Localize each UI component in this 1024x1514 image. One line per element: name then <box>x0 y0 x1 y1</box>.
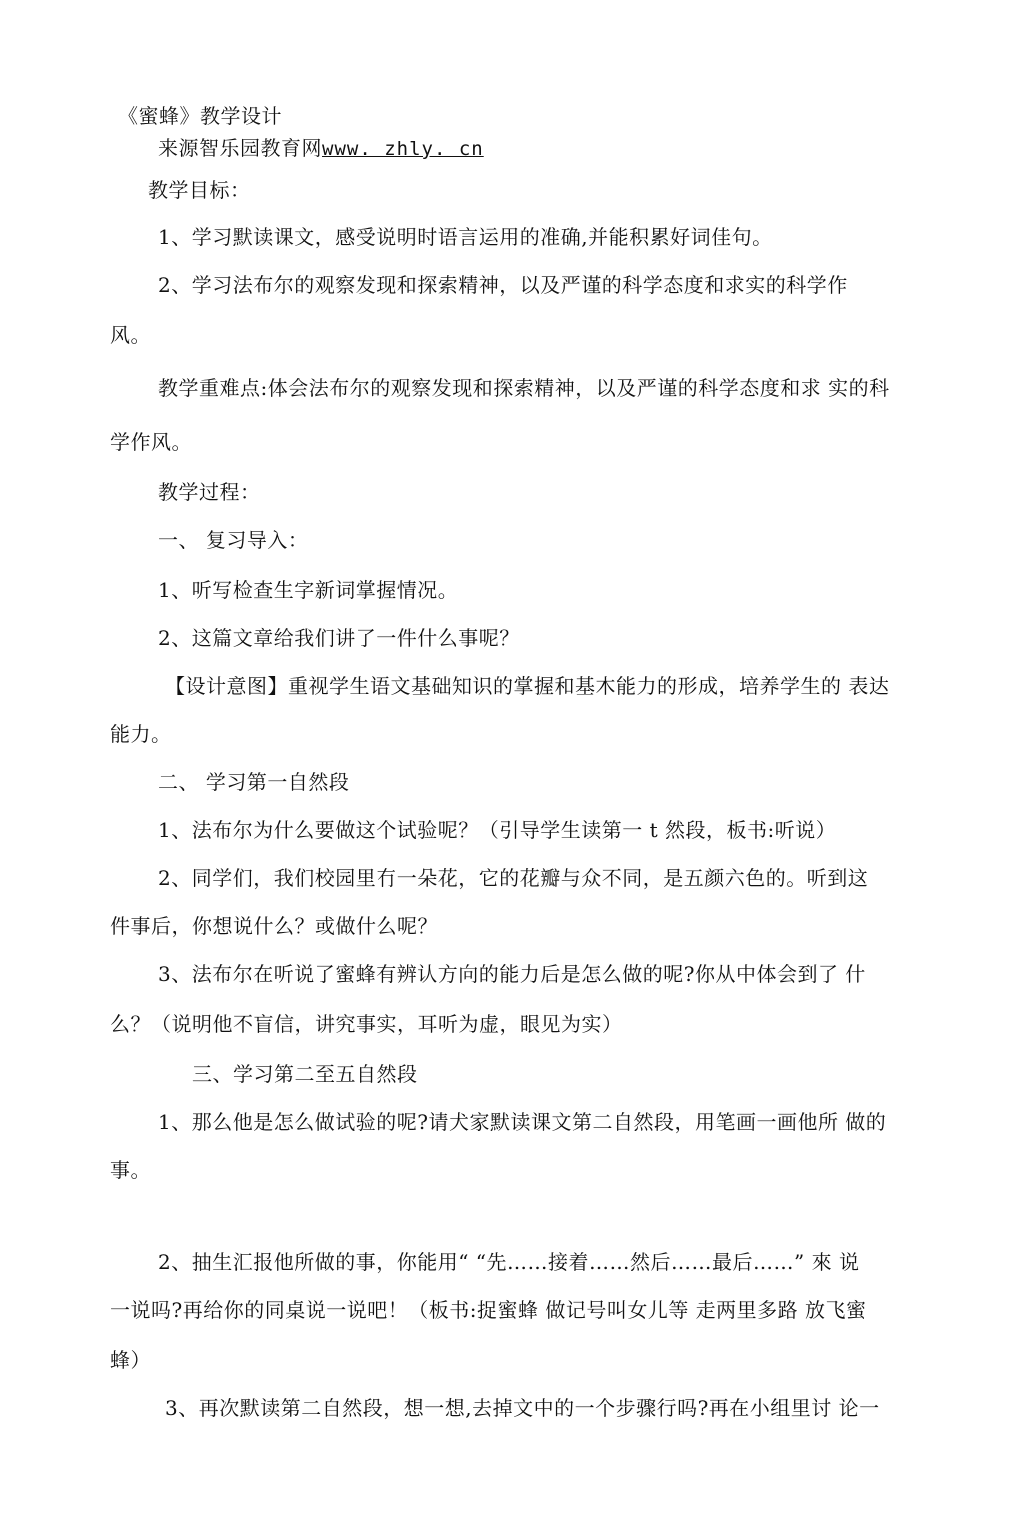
section-2-item-3-line-2: 么？（说明他不盲信，讲究事实，耳听为虚，眼见为实） <box>110 1012 623 1036</box>
section-3-item-3: 3、再次默读第二自然段，想一想,去掉文中的一个步骤行吗?再在小组里讨 论一 <box>165 1396 880 1420</box>
section-1-heading: 一、 复习导入： <box>158 528 309 552</box>
goal-2-line-1: 2、学习法布尔的观察发现和探索精神，以及严谨的科学态度和求实的科学作 <box>158 273 848 297</box>
section-2-heading: 二、 学习第一自然段 <box>158 770 350 794</box>
source-prefix: 来源智乐园教育网 <box>158 136 322 160</box>
design-intent-line-1: 【设计意图】重视学生语文基础知识的掌握和基木能力的形成，培养学生的 表达 <box>165 674 890 698</box>
source-link[interactable]: www. zhly. cn <box>322 138 484 160</box>
section-3-item-2-line-3: 蜂） <box>110 1348 151 1372</box>
source-line <box>158 136 484 161</box>
section-3-item-1-line-1: 1、那么他是怎么做试验的呢?请犬家默读课文第二自然段，用笔画一画他所 做的 <box>158 1110 887 1134</box>
section-2-item-2-line-1: 2、同学们，我们校园里冇一朵花，它的花瓣与众不同，是五颜六色的。听到这 <box>158 866 869 890</box>
section-3-heading: 三、学习第二至五自然段 <box>192 1062 418 1086</box>
section-2-item-3-line-1: 3、法布尔在听说了蜜蜂有辨认方向的能力后是怎么做的呢?你从中体会到了 什 <box>158 962 866 986</box>
goals-heading: 教学目标： <box>148 178 251 202</box>
section-2-item-2-line-2: 件事后，你想说什么？或做什么呢？ <box>110 914 438 938</box>
document-title: 《蜜蜂》教学设计 <box>118 104 282 128</box>
design-intent-line-2: 能力。 <box>110 722 172 746</box>
section-3-item-2-line-2: 一说吗?再给你的同桌说一说吧！（板书:捉蜜蜂 做记号叫女儿等 走两里多路 放飞蜜 <box>110 1298 867 1322</box>
section-1-item-2: 2、这篇文章给我们讲了一件什么事呢？ <box>158 626 520 650</box>
section-3-item-2-line-1: 2、抽生汇报他所做的事，你能用“ “先……接着……然后……最后……” 來 说 <box>158 1250 860 1274</box>
process-heading: 教学过程： <box>158 480 261 504</box>
goal-1: 1、学习默读课文，感受说明时语言运用的准确,并能积累好词佳句。 <box>158 225 773 249</box>
key-points-line-2: 学作风。 <box>110 430 192 454</box>
goal-2-line-2: 风。 <box>110 323 151 347</box>
section-1-item-1: 1、听写检查生字新词掌握情况。 <box>158 578 459 602</box>
key-points-line-1: 教学重难点:体会法布尔的观察发现和探索精神，以及严谨的科学态度和求 实的科 <box>158 376 890 400</box>
section-3-item-1-line-2: 事。 <box>110 1158 151 1182</box>
section-2-item-1: 1、法布尔为什么要做这个试验呢？（引导学生读第一 t 然段，板书:听说） <box>158 818 837 842</box>
